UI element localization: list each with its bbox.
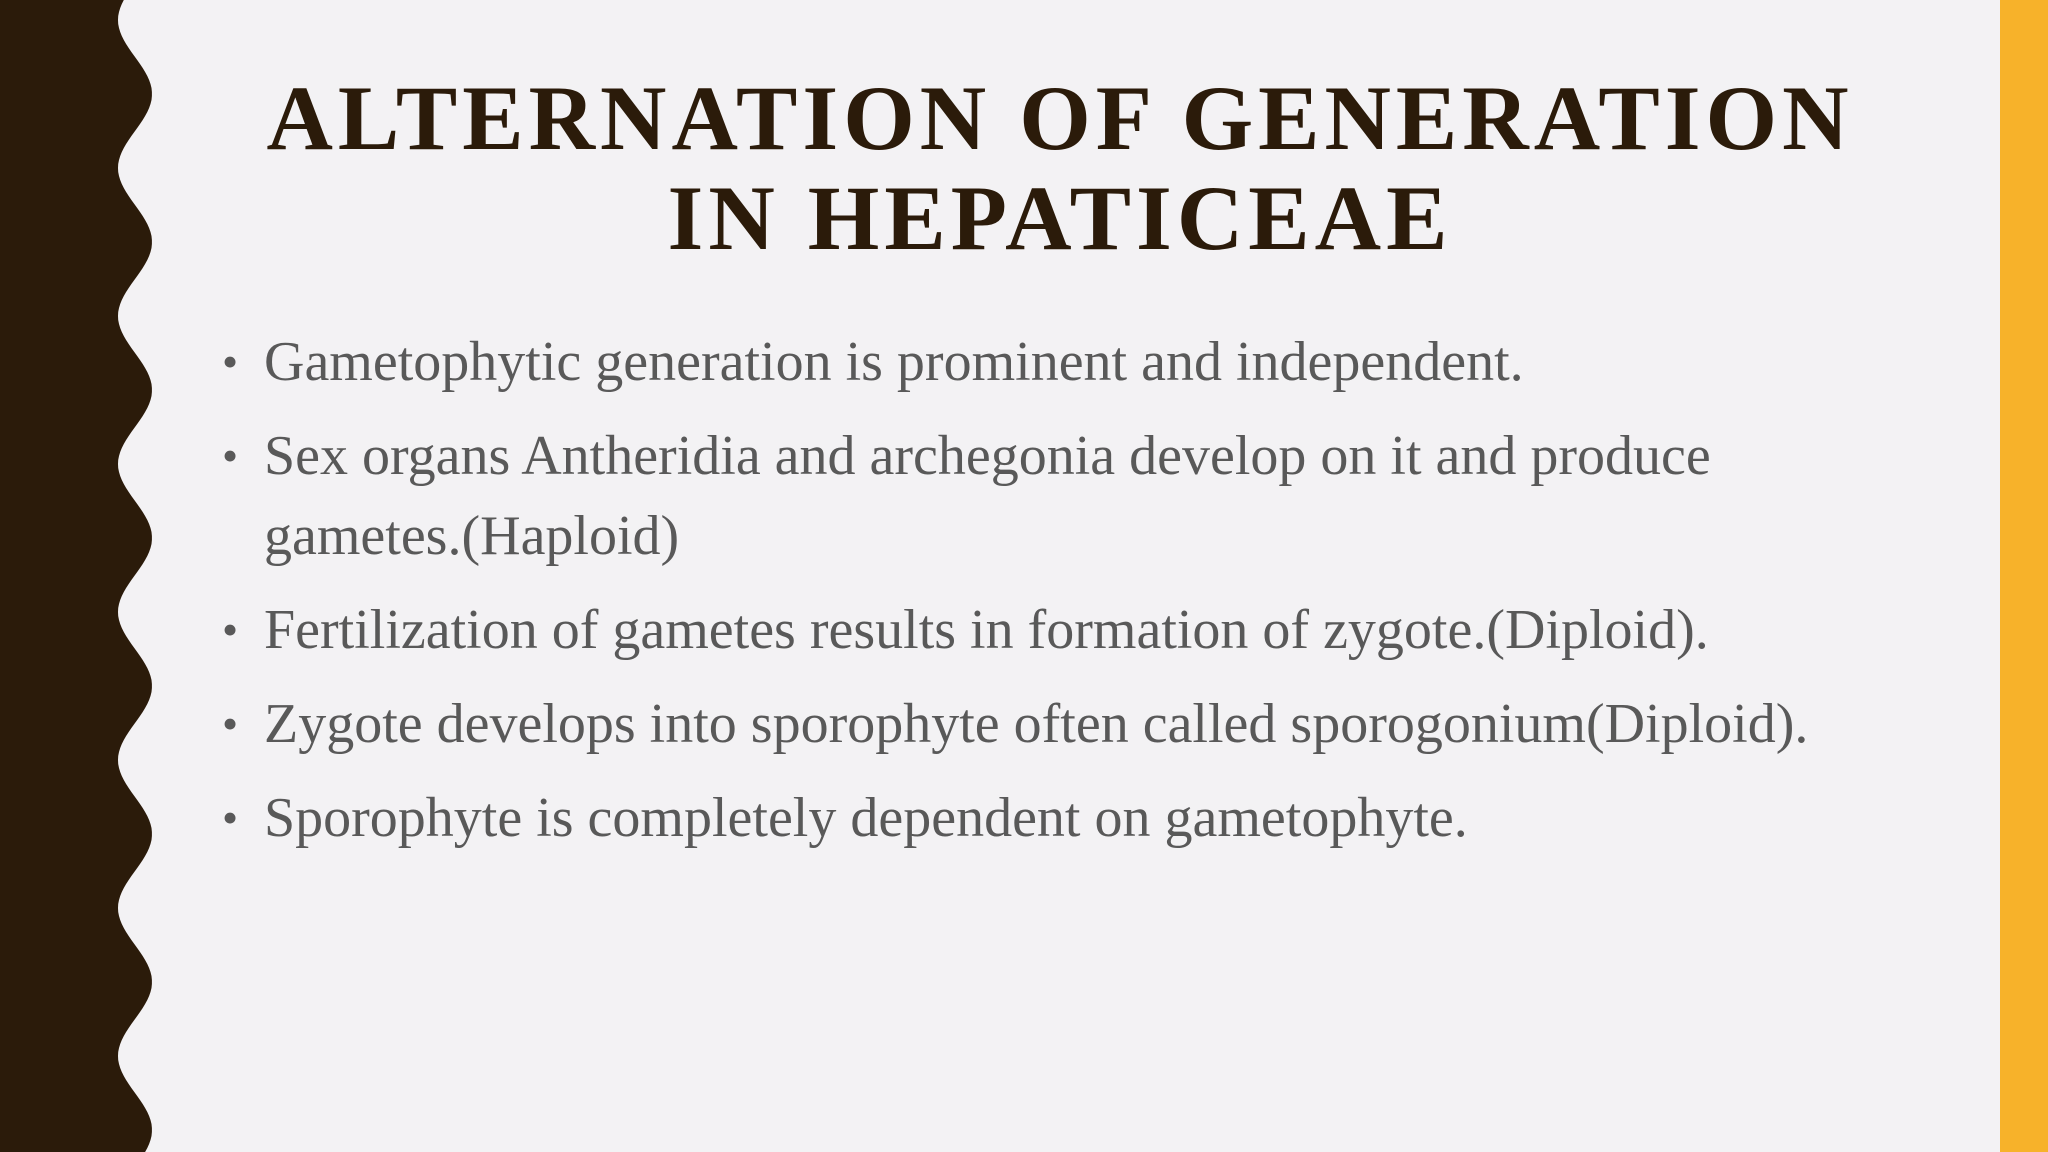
wavy-left-band	[0, 0, 160, 1152]
slide-title	[200, 68, 1920, 268]
bullet-dot: •	[222, 792, 239, 843]
bullet-list	[222, 322, 1842, 872]
bullet-item-2	[222, 416, 1842, 576]
bullet-text-5: Sporophyte is completely dependent on gametophyte.	[264, 787, 1468, 849]
bullet-item-4	[222, 684, 1842, 764]
bullet-dot: •	[222, 430, 239, 481]
bullet-item-3	[222, 590, 1842, 670]
right-accent-bar	[2000, 0, 2048, 1152]
bullet-dot: •	[222, 698, 239, 749]
bullet-text-2: Sex organs Antheridia and archegonia develop on it and produce gametes.(Haploid)	[264, 425, 1711, 567]
bullet-dot: •	[222, 604, 239, 655]
slide-title-line-1: ALTERNATION OF GENERATION	[266, 67, 1854, 169]
bullet-item-1	[222, 322, 1842, 402]
bullet-dot: •	[222, 336, 239, 387]
slide-title-line-2: IN HEPATICEAE	[667, 167, 1453, 269]
bullet-text-1: Gametophytic generation is prominent and independent.	[264, 331, 1524, 393]
bullet-text-3: Fertilization of gametes results in formation of zygote.(Diploid).	[264, 599, 1709, 661]
wavy-band-shape	[0, 0, 152, 1152]
bullet-text-4: Zygote develops into sporophyte often called sporogonium(Diploid).	[264, 693, 1809, 755]
bullet-item-5	[222, 778, 1842, 858]
